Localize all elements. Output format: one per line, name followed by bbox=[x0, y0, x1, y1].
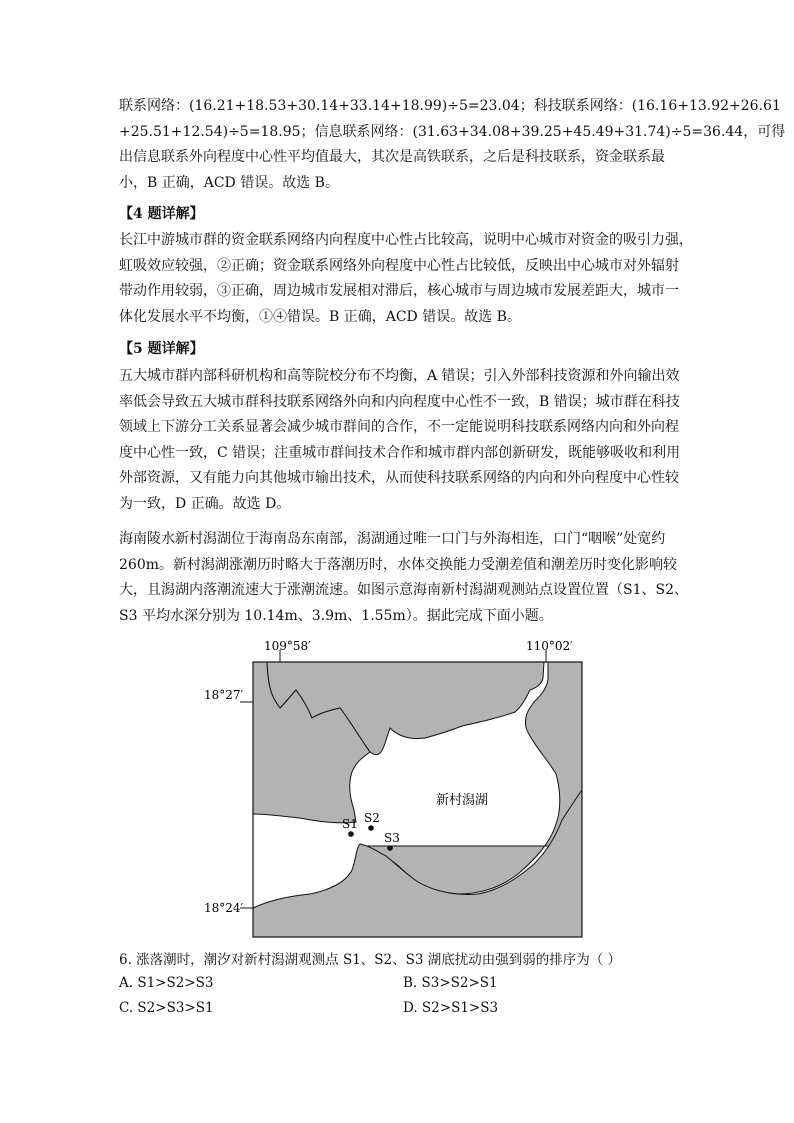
text-line: 海南陵水新村潟湖位于海南岛东南部，潟湖通过唯一口门与外海相连，口门“咽喉”处宽约 bbox=[119, 531, 666, 547]
q4-heading: 【4 题详解】 bbox=[119, 206, 204, 222]
q5-heading: 【5 题详解】 bbox=[119, 341, 204, 357]
option-d[interactable]: D. S2>S1>S3 bbox=[403, 1000, 499, 1016]
text-line: 联系网络：(16.21+18.53+30.14+33.14+18.99)÷5=23.04；科技联系网络：(16.16+13.92+26.61 bbox=[119, 98, 781, 114]
text-line: 率低会导致五大城市群科技联系网络外向和内向程度中心性不一致，B 错误；城市群在科技 bbox=[119, 393, 680, 410]
station-s2-label: S2 bbox=[364, 811, 380, 825]
question6-stem: 6. 涨落潮时，潮汐对新村潟湖观测点 S1、S2、S3 湖底扰动由强到弱的排序为（ ） bbox=[119, 952, 622, 968]
text-line: 五大城市群内部科研机构和高等院校分布不均衡，A 错误；引入外部科技资源和外向输出效 bbox=[119, 368, 680, 384]
text-line: 大，且潟湖内落潮流速大于涨潮流速。如图示意海南新村潟湖观测站点设置位置（S1、S2、 bbox=[119, 582, 688, 598]
text-line: 带动作用较弱，③正确，周边城市发展相对滞后，核心城市与周边城市发展差距大，城市一 bbox=[119, 283, 679, 299]
station-s1-marker bbox=[348, 831, 354, 837]
text-line: 为一致，D 正确。故选 D。 bbox=[119, 495, 291, 512]
lagoon-name-label: 新村潟湖 bbox=[436, 793, 489, 808]
lagoon-map-svg bbox=[200, 638, 590, 943]
text-line: 长江中游城市群的资金联系网络内向程度中心性占比较高，说明中心城市对资金的吸引力强， bbox=[119, 232, 693, 248]
q4-explanation-paragraph bbox=[119, 228, 693, 330]
text-line: 领域上下游分工关系显著会减少城市群间的合作，不一定能说明科技联系网络内向和外向程 bbox=[119, 419, 679, 435]
lat-label-top: 18°27′ bbox=[204, 688, 244, 702]
text-line: 度中心性一致，C 错误；注重城市群间技术合作和城市群内部创新研发，既能够吸收和利用 bbox=[119, 444, 681, 461]
text-line: S3 平均水深分别为 10.14m、3.9m、1.55m）。据此完成下面小题。 bbox=[119, 607, 553, 624]
text-line: 外部资源，又有能力向其他城市输出技术，从而使科技联系网络的内向和外向程度中心性较 bbox=[119, 470, 679, 486]
q6-intro-paragraph bbox=[119, 527, 688, 629]
option-c[interactable]: C. S2>S3>S1 bbox=[119, 1000, 214, 1016]
text-line: 虹吸效应较强，②正确；资金联系网络外向程度中心性占比较低，反映出中心城市对外辐射 bbox=[119, 257, 679, 274]
text-line: 260m。新村潟湖涨潮历时略大于落潮历时，水体交换能力受潮差值和潮差历时变化影响较 bbox=[119, 556, 677, 573]
option-b[interactable]: B. S3>S2>S1 bbox=[403, 975, 498, 991]
lat-label-bottom: 18°24′ bbox=[204, 901, 244, 915]
station-s3-marker bbox=[387, 845, 393, 851]
q3-explanation-paragraph bbox=[119, 94, 786, 196]
text-line: 小，B 正确，ACD 错误。故选 B。 bbox=[119, 174, 339, 191]
station-s1-label: S1 bbox=[342, 817, 358, 831]
q5-explanation-paragraph bbox=[119, 364, 679, 517]
text-line: 出信息联系外向程度中心性平均值最大，其次是高铁联系，之后是科技联系，资金联系最 bbox=[119, 149, 665, 165]
station-s2-marker bbox=[368, 825, 374, 831]
lon-label-left: 109°58′ bbox=[264, 639, 311, 653]
text-line: +25.51+12.54)÷5=18.95；信息联系网络：(31.63+34.08+39.25+45.49+31.74)÷5=36.44，可得 bbox=[119, 123, 786, 140]
station-s3-label: S3 bbox=[384, 831, 400, 845]
option-a[interactable]: A. S1>S2>S3 bbox=[119, 975, 214, 991]
text-line: 体化发展水平不均衡，①④错误。B 正确，ACD 错误。故选 B。 bbox=[119, 308, 521, 325]
lon-label-right: 110°02′ bbox=[526, 639, 573, 653]
lagoon-map-figure bbox=[200, 638, 590, 947]
